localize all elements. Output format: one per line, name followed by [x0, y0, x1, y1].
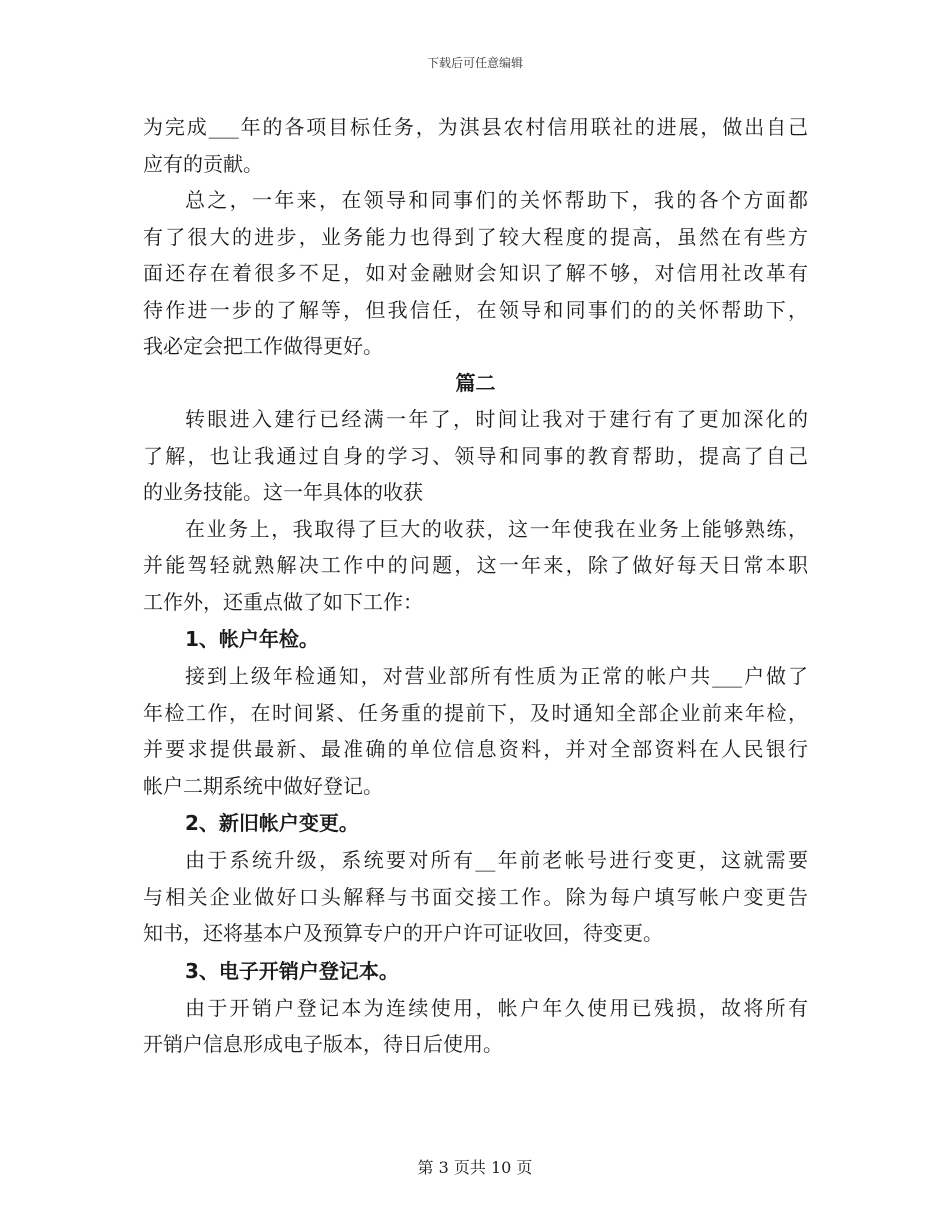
paragraph — [143, 990, 808, 1063]
text-line: 了解，也让我通过自身的学习、领导和同事的教育帮助，提高了自己 — [143, 443, 808, 468]
text-line: 总之，一年来，在领导和同事们的关怀帮助下，我的各个方面都 — [185, 188, 808, 212]
text-line: 并能驾轻就熟解决工作中的问题，这一年来，除了做好每天日常本职 — [143, 553, 808, 577]
paragraph — [143, 511, 808, 621]
text-line: 我必定会把工作做得更好。 — [143, 334, 383, 358]
item-heading: 2、新旧帐户变更。 — [185, 811, 359, 835]
text-line: 在业务上，我取得了巨大的收获，这一年使我在业务上能够熟练， — [185, 516, 808, 541]
text-line: 开销户信息形成电子版本，待日后使用。 — [143, 1032, 503, 1056]
text-line: 与相关企业做好口头解释与书面交接工作。除为每户填写帐户变更告 — [143, 884, 808, 909]
item-heading: 3、电子开销户登记本。 — [185, 958, 399, 983]
section-title: 篇二 — [455, 370, 496, 395]
text-line: 工作外，还重点做了如下工作： — [143, 589, 423, 614]
paragraph — [143, 658, 808, 804]
text-line: 年检工作，在时间紧、任务重的提前下，及时通知全部企业前来年检， — [143, 700, 808, 725]
text-line: 并要求提供最新、最准确的单位信息资料，并对全部资料在人民银行 — [143, 737, 808, 761]
document-body — [143, 109, 808, 1063]
text-line: 由于系统升级，系统要对所有__年前老帐号进行变更，这就需要 — [185, 848, 808, 872]
paragraph — [143, 842, 808, 952]
text-line: 知书，还将基本户及预算专户的开户许可证收回，待变更。 — [143, 921, 663, 945]
item-heading: 1、帐户年检。 — [185, 627, 319, 651]
text-line: 转眼进入建行已经满一年了，时间让我对于建行有了更加深化的 — [185, 407, 808, 431]
text-line: 待作进一步的了解等，但我信任，在领导和同事们的的关怀帮助下， — [143, 297, 808, 322]
text-line: 接到上级年检通知，对营业部所有性质为正常的帐户共___户做了 — [185, 664, 808, 688]
page-number: 第 3 页共 10 页 — [417, 1158, 533, 1177]
text-line: 的业务技能。这一年具体的收获 — [143, 480, 423, 504]
text-line: 应有的贡献。 — [143, 151, 263, 176]
text-line: 有了很大的进步，业务能力也得到了较大程度的提高，虽然在有些方 — [143, 224, 808, 249]
text-line: 面还存在着很多不足，如对金融财会知识了解不够，对信用社改革有 — [143, 261, 808, 285]
paragraph — [143, 401, 808, 511]
page-header: 下载后可任意编辑 — [426, 56, 523, 70]
text-line: 为完成___年的各项目标任务，为淇县农村信用联社的进展，做出自己 — [143, 115, 808, 139]
text-line: 由于开销户登记本为连续使用，帐户年久使用已残损，故将所有 — [185, 995, 808, 1020]
text-line: 帐户二期系统中做好登记。 — [143, 773, 383, 798]
paragraph — [143, 109, 808, 182]
paragraph — [143, 182, 808, 365]
